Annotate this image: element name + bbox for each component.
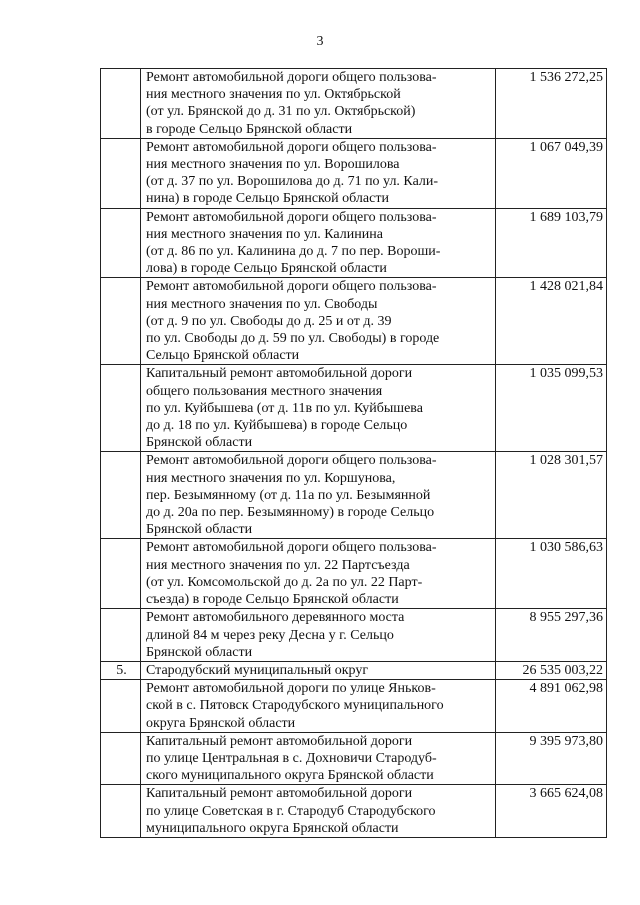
row-amount: 1 030 586,63 [496, 539, 607, 609]
row-number [101, 732, 141, 785]
row-description: Капитальный ремонт автомобильной дороги по улице Центральная в с. Дохновичи Стародуб- ского муниципального округа Брянской области [141, 732, 496, 785]
row-description: Ремонт автомобильной дороги по улице Яньков- ской в с. Пятовск Стародубского муниципального округа Брянской области [141, 680, 496, 733]
row-description: Ремонт автомобильной дороги общего пользова- ния местного значения по ул. Коршунова, пер. Безымянному (от д. 11а по ул. Безымянной до д. 20а по пер. Безымянному) в городе Сельцо Брянской области [141, 452, 496, 539]
page-number: 3 [316, 34, 324, 49]
group-row [101, 661, 607, 679]
table-row [101, 278, 607, 365]
row-amount: 4 891 062,98 [496, 680, 607, 733]
row-number [101, 138, 141, 208]
row-description: Ремонт автомобильной дороги общего пользова- ния местного значения по ул. 22 Партсъезда (от ул. Комсомольской до д. 2а по ул. 22 Парт- съезда) в городе Сельцо Брянской области [141, 539, 496, 609]
row-amount: 1 689 103,79 [496, 208, 607, 278]
row-amount: 3 665 624,08 [496, 785, 607, 838]
group-total: 26 535 003,22 [496, 661, 607, 679]
row-number [101, 680, 141, 733]
table-row [101, 365, 607, 452]
row-number [101, 365, 141, 452]
row-amount: 1 028 301,57 [496, 452, 607, 539]
row-number [101, 452, 141, 539]
table-row [101, 452, 607, 539]
row-description: Ремонт автомобильной дороги общего пользова- ния местного значения по ул. Ворошилова (от д. 37 по ул. Ворошилова до д. 71 по ул. Кали- нина) в городе Сельцо Брянской области [141, 138, 496, 208]
row-description: Ремонт автомобильной дороги общего пользова- ния местного значения по ул. Октябрьской (от ул. Брянской до д. 31 по ул. Октябрьской) в городе Сельцо Брянской области [141, 69, 496, 139]
row-amount: 1 067 049,39 [496, 138, 607, 208]
row-amount: 1 428 021,84 [496, 278, 607, 365]
table-row [101, 680, 607, 733]
row-amount: 1 536 272,25 [496, 69, 607, 139]
row-number [101, 278, 141, 365]
table-row [101, 732, 607, 785]
row-description: Капитальный ремонт автомобильной дороги по улице Советская в г. Стародуб Стародубского муниципального округа Брянской области [141, 785, 496, 838]
table-row [101, 69, 607, 139]
table-row [101, 539, 607, 609]
table-row [101, 609, 607, 662]
row-number [101, 69, 141, 139]
row-description: Капитальный ремонт автомобильной дороги общего пользования местного значения по ул. Куйбышева (от д. 11в по ул. Куйбышева до д. 18 по ул. Куйбышева) в городе Сельцо Брянской области [141, 365, 496, 452]
row-description: Ремонт автомобильного деревянного моста длиной 84 м через реку Десна у г. Сельцо Брянской области [141, 609, 496, 662]
row-description: Ремонт автомобильной дороги общего пользова- ния местного значения по ул. Свободы (от д. 9 по ул. Свободы до д. 25 и от д. 39 по ул. Свободы до д. 59 по ул. Свободы) в городе Сельцо Брянской области [141, 278, 496, 365]
row-amount: 1 035 099,53 [496, 365, 607, 452]
table-row [101, 785, 607, 838]
table-row [101, 208, 607, 278]
table-row [101, 138, 607, 208]
row-description: Ремонт автомобильной дороги общего пользова- ния местного значения по ул. Калинина (от д. 86 по ул. Калинина до д. 7 по пер. Вороши- лова) в городе Сельцо Брянской области [141, 208, 496, 278]
row-amount: 9 395 973,80 [496, 732, 607, 785]
row-number [101, 609, 141, 662]
row-amount: 8 955 297,36 [496, 609, 607, 662]
budget-table [100, 68, 607, 838]
row-number [101, 208, 141, 278]
row-number [101, 539, 141, 609]
group-title: Стародубский муниципальный округ [141, 661, 496, 679]
group-number: 5. [101, 661, 141, 679]
row-number [101, 785, 141, 838]
